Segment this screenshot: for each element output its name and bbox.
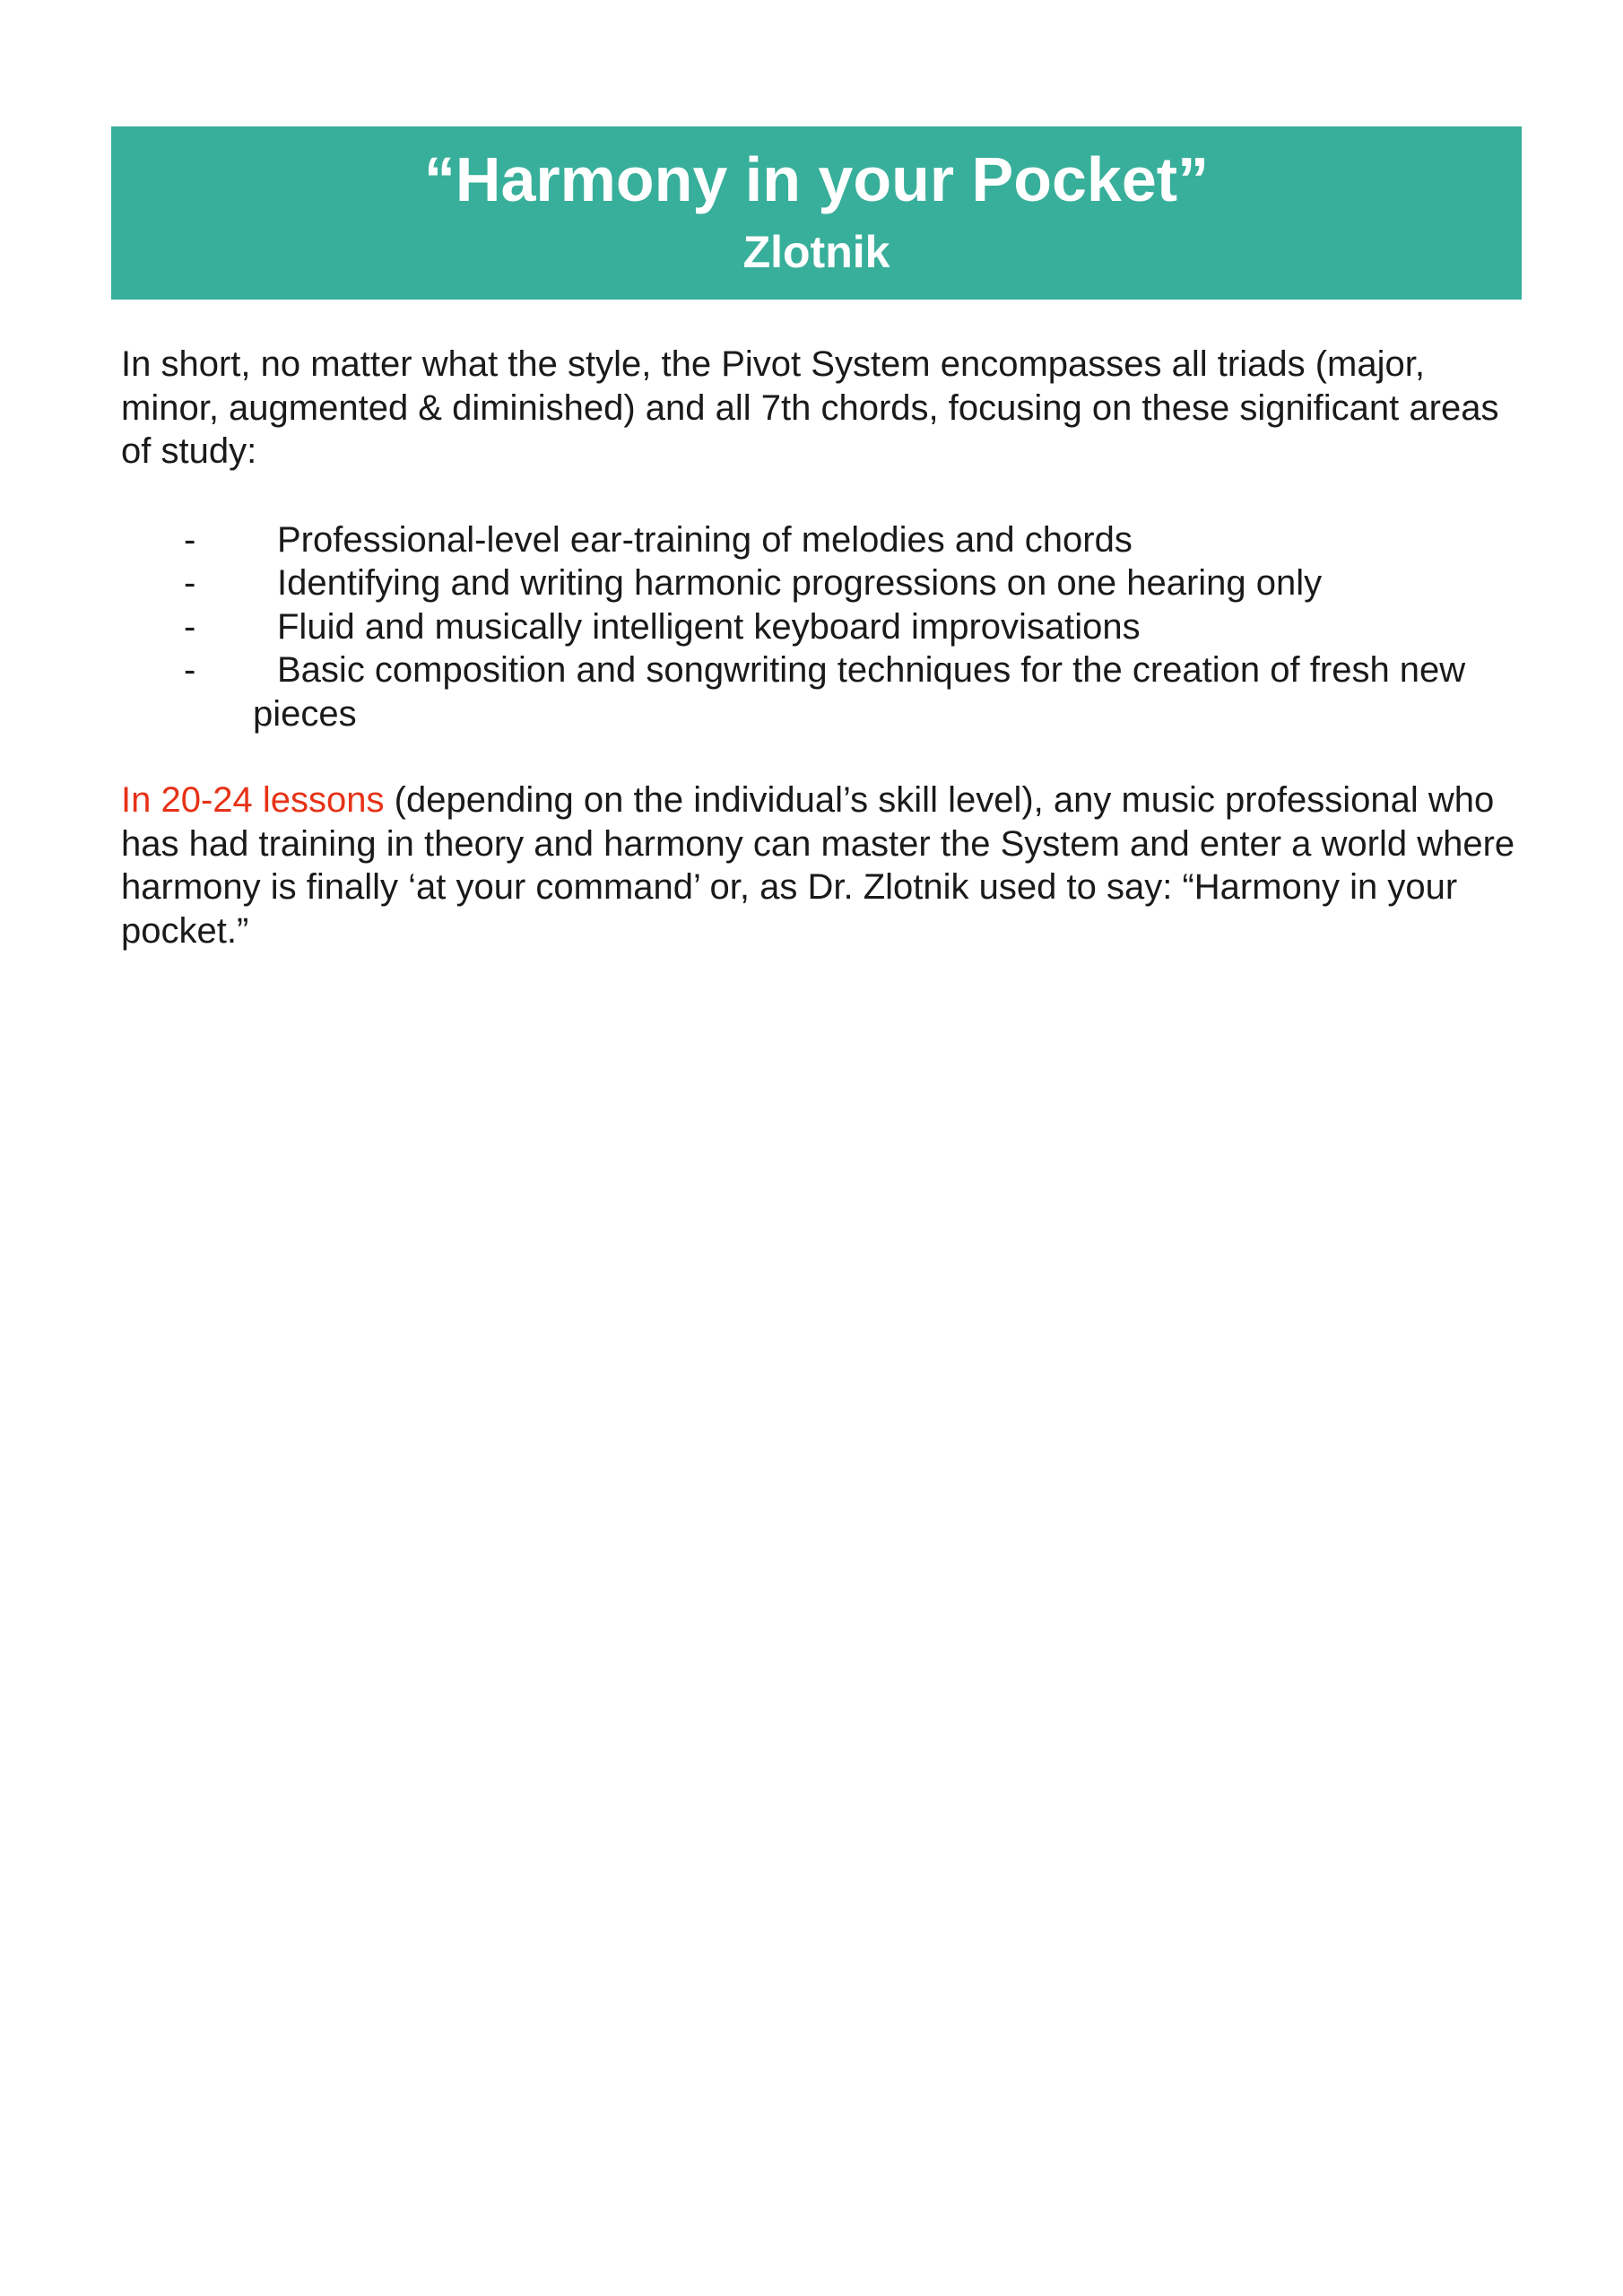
bullet-dash: - [184,606,196,647]
closing-paragraph [121,778,1520,952]
list-item-text: Basic composition and songwriting techniques for the creation of fresh new pieces [253,650,1466,734]
list-item-text: Identifying and writing harmonic progressions on one hearing only [277,563,1323,603]
list-item [121,561,1520,605]
list-item-text: Fluid and musically intelligent keyboard improvisations [277,606,1141,647]
closing-paragraph-text: (depending on the individual’s skill level), any music professional who has had training in theory and harmony can master the System and enter a world where harmony is finally ‘at your command’ or, as Dr. Zlotnik used to say: “Harmony in your pocket.” [121,780,1515,951]
list-item [121,605,1520,649]
list-item [121,648,1520,735]
list-item-text: Professional-level ear-training of melodies and chords [277,519,1133,560]
bullet-dash: - [184,519,196,560]
bullet-dash: - [184,650,196,690]
document-body [121,343,1520,952]
study-areas-list [121,518,1520,736]
document-subtitle: Zlotnik [742,227,890,277]
title-banner [111,126,1522,300]
lessons-highlight: In 20-24 lessons [121,780,385,820]
bullet-dash: - [184,563,196,603]
list-item [121,518,1520,562]
intro-paragraph: In short, no matter what the style, the Pivot System encompasses all triads (major, minor, augmented & diminished) and all 7th chords, focusing on these significant areas of study: [121,344,1499,471]
document-title: “Harmony in your Pocket” [423,144,1210,214]
